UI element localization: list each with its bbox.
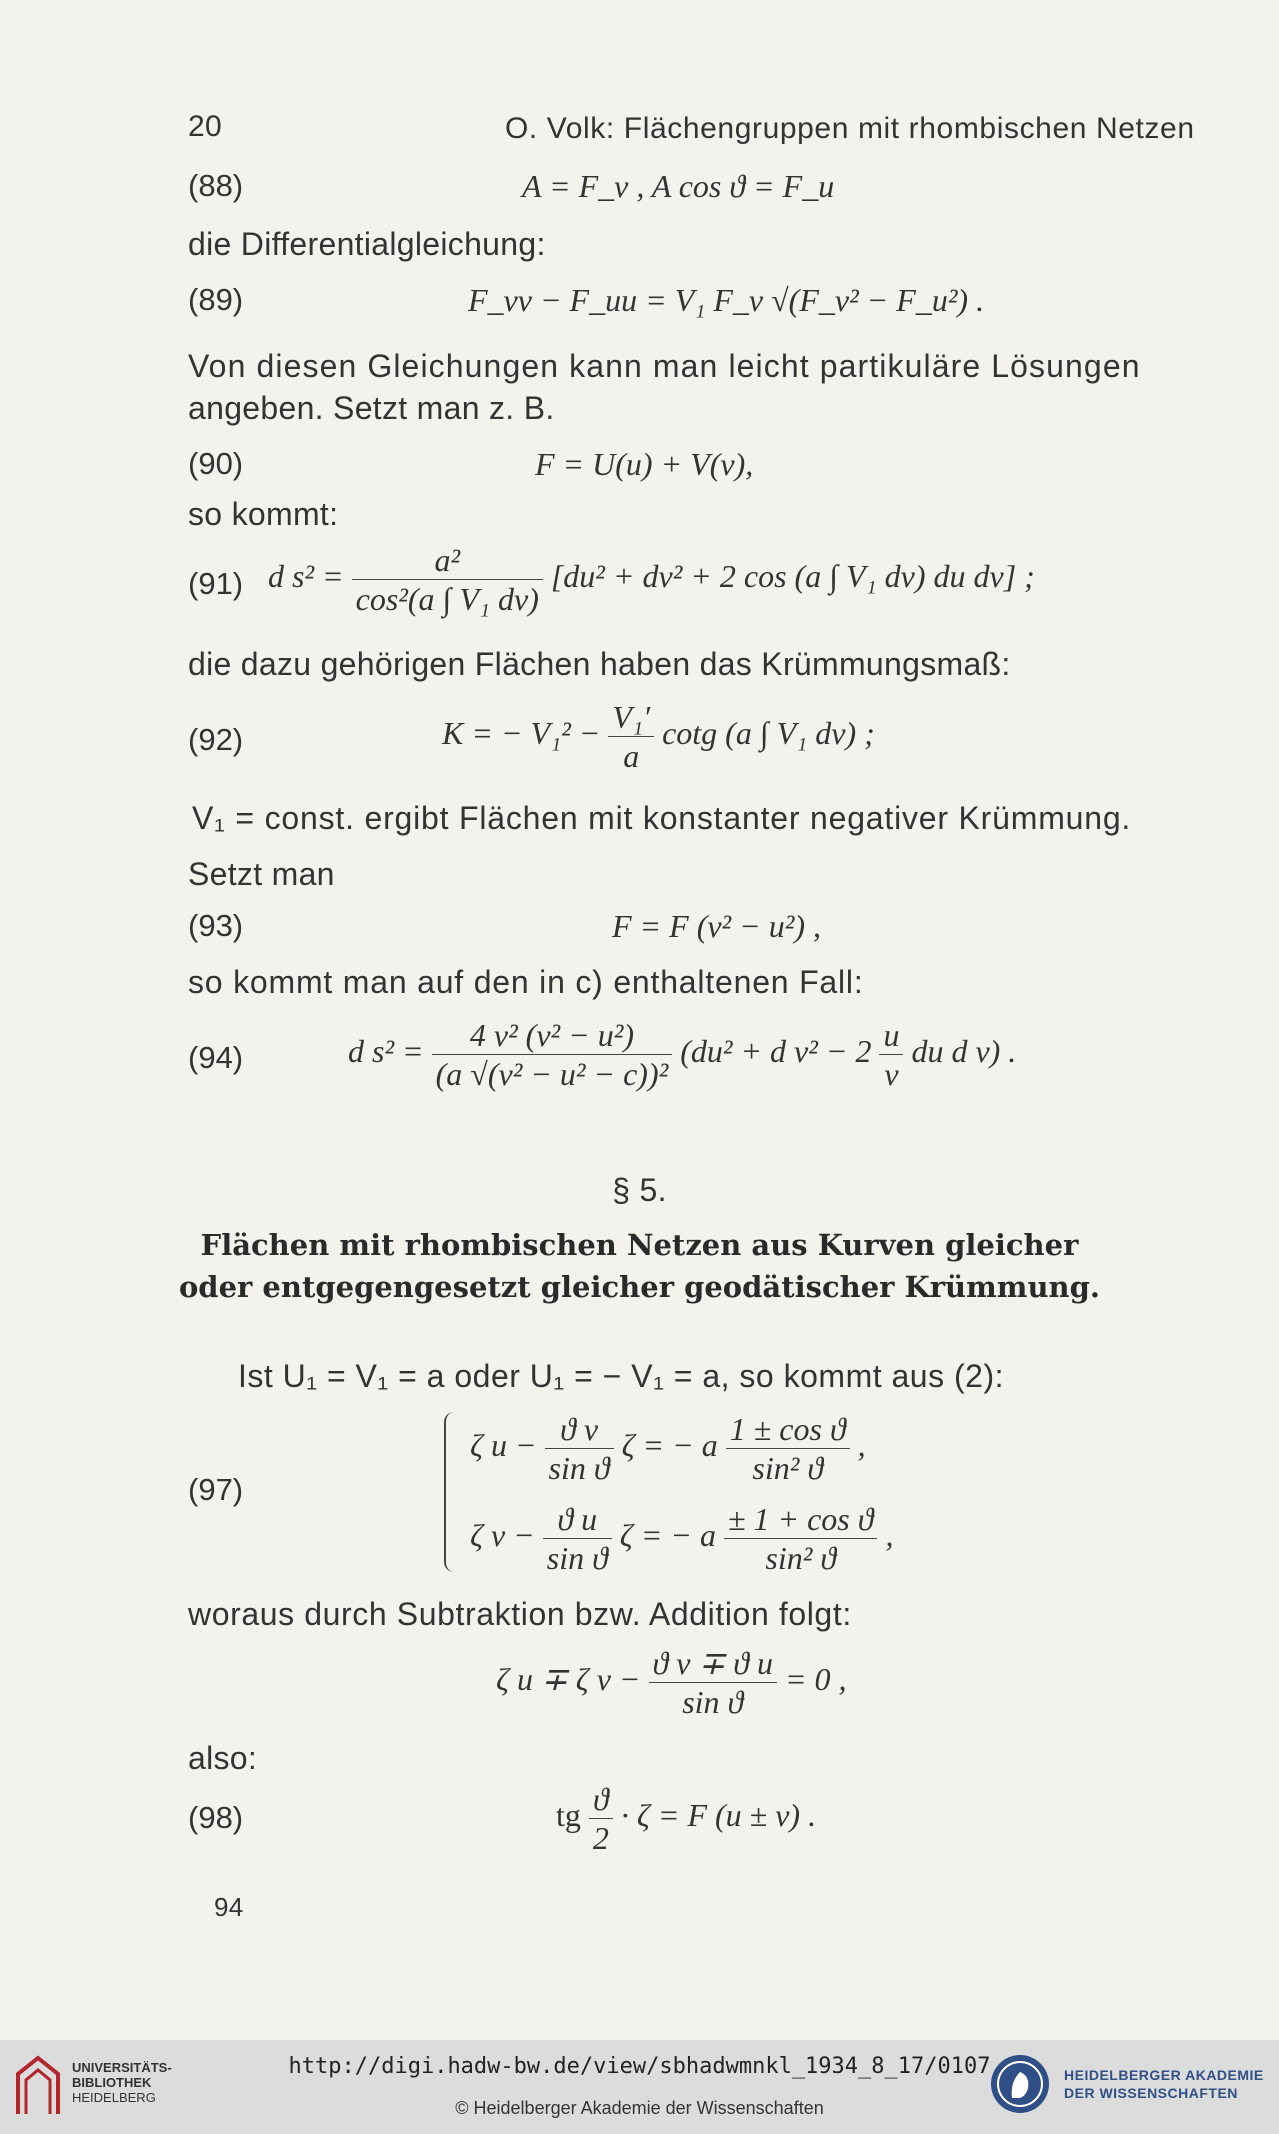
academy-logo-icon bbox=[988, 2052, 1052, 2116]
line-setzt: Setzt man bbox=[188, 856, 335, 892]
library-logo-line2: BIBLIOTHEK bbox=[72, 2075, 152, 2090]
running-title: O. Volk: Flächengruppen mit rhombischen Netzen bbox=[505, 112, 1195, 145]
eq97-row2-end: , bbox=[885, 1516, 894, 1553]
eq97-row2-num1: ϑ u bbox=[543, 1500, 612, 1539]
section-title-line2: oder entgegengesetzt gleicher geodätischer Krümmung. bbox=[178, 1270, 1101, 1304]
eq97-row1-den2: sin² ϑ bbox=[752, 1450, 824, 1486]
eq98-numerator: ϑ bbox=[589, 1780, 613, 1819]
section-number: § 5. bbox=[612, 1172, 667, 1208]
eq91-formula bbox=[268, 541, 1035, 618]
eq98-fraction bbox=[589, 1780, 613, 1857]
eq88-number: (88) bbox=[188, 168, 244, 203]
eq91-fraction bbox=[352, 541, 543, 618]
section-title-line1: Flächen mit rhombischen Netzen aus Kurven gleicher bbox=[200, 1228, 1079, 1262]
eq94-denominator2: v bbox=[884, 1056, 899, 1092]
eq97-row1 bbox=[470, 1410, 866, 1487]
eq98-lhs: tg bbox=[556, 1796, 581, 1833]
eq94-fraction bbox=[432, 1016, 673, 1093]
line-dazu: die dazu gehörigen Flächen haben das Krümmungsmaß: bbox=[188, 646, 1011, 682]
line-woraus: woraus durch Subtraktion bzw. Addition folgt: bbox=[188, 1596, 852, 1632]
eq97-row2-den2: sin² ϑ bbox=[765, 1540, 837, 1576]
eq89-number: (89) bbox=[188, 282, 244, 317]
academy-logo-line2: DER WISSENSCHAFTEN bbox=[1064, 2085, 1238, 2101]
eq91-denominator: cos²(a ∫ V₁ dv) bbox=[355, 581, 539, 617]
eq97-row1-frac1 bbox=[545, 1410, 614, 1487]
eq88-formula: A = F_v , A cos ϑ = F_u bbox=[522, 168, 835, 204]
eq98-rhs: · ζ = F (u ± v) . bbox=[620, 1796, 817, 1833]
page-number: 20 bbox=[188, 110, 222, 143]
footer-url[interactable]: http://digi.hadw-bw.de/view/sbhadwmnkl_1934_8_17/0107 bbox=[288, 2054, 991, 2079]
footer-bar bbox=[0, 2040, 1279, 2134]
eq-unnumbered-denominator: sin ϑ bbox=[682, 1684, 744, 1720]
eq94-number: (94) bbox=[188, 1040, 244, 1075]
eq97-row2-b: ζ = − a bbox=[619, 1516, 716, 1553]
para1-line2: angeben. Setzt man z. B. bbox=[188, 390, 555, 426]
eq90-formula: F = U(u) + V(v), bbox=[535, 446, 754, 482]
eq92-denominator: a bbox=[623, 738, 640, 774]
library-logo-line1: UNIVERSITÄTS- bbox=[72, 2060, 172, 2075]
eq97-brace bbox=[444, 1412, 458, 1572]
eq97-row2-num2: ± 1 + cos ϑ bbox=[724, 1500, 878, 1539]
eq94-lhs: d s² = bbox=[348, 1032, 424, 1069]
eq94-fraction2 bbox=[879, 1016, 903, 1093]
para1-line1: Von diesen Gleichungen kann man leicht partikuläre Lösungen bbox=[188, 348, 1141, 384]
eq97-row2-den1: sin ϑ bbox=[546, 1540, 608, 1576]
eq91-numerator: a² bbox=[352, 541, 543, 580]
line-sokommt1: so kommt: bbox=[188, 496, 339, 532]
eq-unnumbered-numerator: ϑ v ∓ ϑ u bbox=[649, 1644, 777, 1683]
eq90-number: (90) bbox=[188, 446, 244, 481]
eq91-lhs: d s² = bbox=[268, 557, 344, 594]
eq97-row1-end: , bbox=[857, 1426, 866, 1463]
eq97-row1-num2: 1 ± cos ϑ bbox=[726, 1410, 850, 1449]
volume-number: 94 bbox=[214, 1892, 244, 1922]
eq98-denominator: 2 bbox=[592, 1820, 609, 1856]
eq92-formula bbox=[442, 698, 875, 775]
eq94-rhs: du d v) . bbox=[911, 1032, 1017, 1069]
eq97-row2-frac1 bbox=[543, 1500, 612, 1577]
line-also: also: bbox=[188, 1740, 258, 1776]
line-diffgl: die Differentialgleichung: bbox=[188, 226, 546, 262]
eq92-lhs: K = − V₁² − bbox=[442, 714, 601, 751]
eq97-row1-a: ζ u − bbox=[470, 1426, 537, 1463]
eq94-numerator: 4 v² (v² − u²) bbox=[432, 1016, 673, 1055]
eq-unnumbered-rhs: = 0 , bbox=[784, 1660, 847, 1697]
library-logo-line3: HEIDELBERG bbox=[72, 2090, 156, 2105]
eq94-formula bbox=[348, 1016, 1016, 1093]
eq97-row2-a: ζ v − bbox=[470, 1516, 535, 1553]
eq97-row1-b: ζ = − a bbox=[621, 1426, 718, 1463]
eq98-number: (98) bbox=[188, 1800, 244, 1835]
eq-unnumbered-fraction bbox=[649, 1644, 777, 1721]
eq-unnumbered bbox=[496, 1644, 847, 1721]
eq97-number: (97) bbox=[188, 1472, 244, 1507]
eq97-row2 bbox=[470, 1500, 893, 1577]
eq91-rhs: [du² + dv² + 2 cos (a ∫ V₁ dv) du dv] ; bbox=[550, 557, 1035, 594]
eq93-number: (93) bbox=[188, 908, 244, 943]
eq97-row1-num1: ϑ v bbox=[545, 1410, 614, 1449]
eq92-number: (92) bbox=[188, 722, 244, 757]
eq92-rhs: cotg (a ∫ V₁ dv) ; bbox=[662, 714, 875, 751]
academy-logo-text bbox=[1064, 2066, 1264, 2102]
line-sokommt2: so kommt man auf den in c) enthaltenen Fall: bbox=[188, 964, 864, 1000]
eq97-row2-frac2 bbox=[724, 1500, 878, 1577]
eq97-row1-den1: sin ϑ bbox=[548, 1450, 610, 1486]
eq91-number: (91) bbox=[188, 566, 244, 601]
eq89-formula: F_vv − F_uu = V₁ F_v √(F_v² − F_u²) . bbox=[468, 282, 985, 318]
eq94-denominator: (a √(v² − u² − c))² bbox=[435, 1056, 669, 1092]
academy-logo-line1: HEIDELBERGER AKADEMIE bbox=[1064, 2067, 1264, 2083]
eq94-mid: (du² + d v² − 2 bbox=[680, 1032, 872, 1069]
eq92-numerator: V₁′ bbox=[608, 698, 654, 737]
line-ist: Ist U₁ = V₁ = a oder U₁ = − V₁ = a, so kommt aus (2): bbox=[238, 1358, 1004, 1394]
eq97-row1-frac2 bbox=[726, 1410, 850, 1487]
footer-copyright: © Heidelberger Akademie der Wissenschaften bbox=[455, 2098, 824, 2118]
eq93-formula: F = F (v² − u²) , bbox=[612, 908, 821, 944]
eq98-formula bbox=[556, 1780, 816, 1857]
eq-unnumbered-lhs: ζ u ∓ ζ v − bbox=[496, 1660, 641, 1697]
line-const: V₁ = const. ergibt Flächen mit konstanter negativer Krümmung. bbox=[192, 800, 1132, 836]
eq92-fraction bbox=[608, 698, 654, 775]
eq94-numerator2: u bbox=[879, 1016, 903, 1055]
